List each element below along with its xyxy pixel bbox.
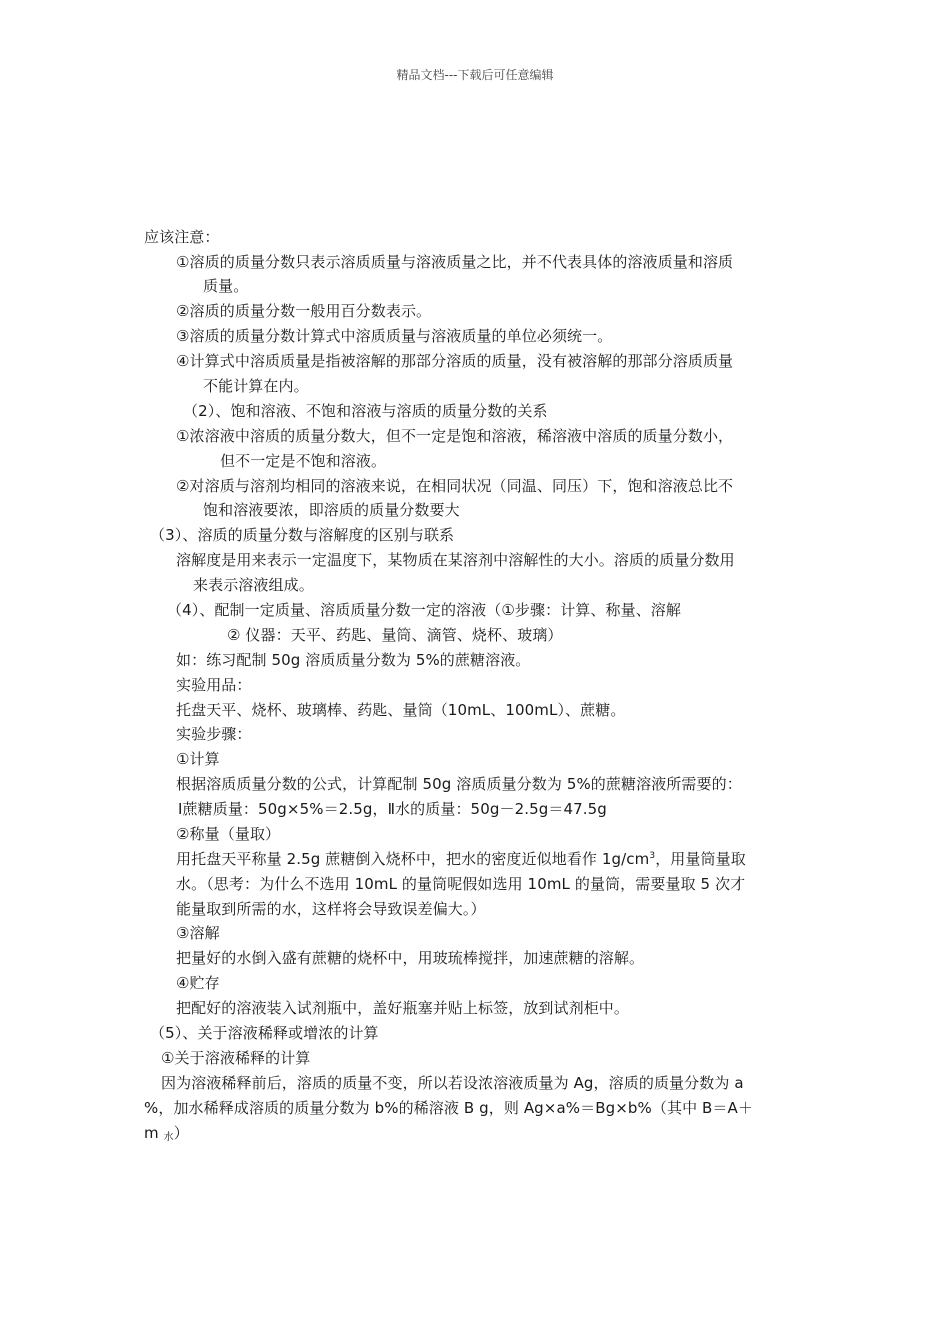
text-line: 实验用品： xyxy=(176,676,252,694)
text-line: 来表示溶液组成。 xyxy=(193,576,314,594)
text-span: ） xyxy=(173,1124,189,1142)
text-line: 实验步骤： xyxy=(176,725,252,743)
text-line: 把配好的溶液装入试剂瓶中，盖好瓶塞并贴上标签，放到试剂柜中。 xyxy=(176,999,630,1017)
text-line xyxy=(144,1123,189,1143)
text-line: ②对溶质与溶剂均相同的溶液来说，在相同状况（同温、同压）下，饱和溶液总比不 xyxy=(176,477,734,495)
text-line: ①关于溶液稀释的计算 xyxy=(161,1049,311,1067)
text-line: ③溶解 xyxy=(176,924,220,942)
page-header: 精品文档---下载后可任意编辑 xyxy=(396,68,554,82)
section-heading: （2）、饱和溶液、不饱和溶液与溶质的质量分数的关系 xyxy=(183,402,548,420)
text-line: 能量取到所需的水，这样将会导致误差偏大。） xyxy=(176,900,486,918)
text-line: ①浓溶液中溶质的质量分数大，但不一定是饱和溶液，稀溶液中溶质的质量分数小， xyxy=(176,427,734,445)
text-line: ①溶质的质量分数只表示溶质质量与溶液质量之比，并不代表具体的溶液质量和溶质 xyxy=(176,253,734,271)
text-line: 托盘天平、烧杯、玻璃棒、药匙、量筒（10mL、100mL）、蔗糖。 xyxy=(176,701,626,719)
text-span: ，用量筒量取 xyxy=(655,850,746,868)
text-line: 因为溶液稀释前后，溶质的质量不变，所以若设浓溶液质量为 Ag，溶质的质量分数为 a xyxy=(161,1074,744,1092)
text-line: %，加水稀释成溶质的质量分数为 b%的稀溶液 B g，则 Ag×a%＝Bg×b%（其中 B＝A＋ xyxy=(144,1099,753,1117)
text-line: 但不一定是不饱和溶液。 xyxy=(220,452,387,470)
text-line: ②称量（量取） xyxy=(176,825,281,843)
text-line: 不能计算在内。 xyxy=(203,377,309,395)
section-heading: （3）、溶质的质量分数与溶解度的区别与联系 xyxy=(150,526,455,544)
text-span: m xyxy=(144,1124,164,1142)
text-line: ② 仪器：天平、药匙、量筒、滴管、烧杯、玻璃） xyxy=(227,626,563,644)
text-line: ②溶质的质量分数一般用百分数表示。 xyxy=(176,302,432,320)
text-line: 饱和溶液要浓，即溶质的质量分数要大 xyxy=(203,501,460,519)
text-line: 根据溶质质量分数的公式，计算配制 50g 溶质质量分数为 5%的蔗糖溶液所需要的： xyxy=(176,775,742,793)
text-line xyxy=(176,849,746,869)
text-line: 溶解度是用来表示一定温度下，某物质在某溶剂中溶解性的大小。溶质的质量分数用 xyxy=(176,551,735,569)
section-heading: （4）、配制一定质量、溶质质量分数一定的溶液（①步骤：计算、称量、溶解 xyxy=(167,601,681,619)
text-line: 质量。 xyxy=(203,277,249,295)
text-line: ④计算式中溶质质量是指被溶解的那部分溶质的质量，没有被溶解的那部分溶质质量 xyxy=(176,352,734,370)
text-line: ④贮存 xyxy=(176,974,220,992)
section-heading: （5）、关于溶液稀释或增浓的计算 xyxy=(150,1024,379,1042)
text-line: ③溶质的质量分数计算式中溶质质量与溶液质量的单位必须统一。 xyxy=(176,327,613,345)
superscript: 3 xyxy=(649,851,656,861)
text-span: 用托盘天平称量 2.5g 蔗糖倒入烧杯中，把水的密度近似地看作 1g/cm xyxy=(176,850,650,868)
text-line: Ⅰ蔗糖质量：50g×5%＝2.5g，Ⅱ水的质量：50g－2.5g＝47.5g xyxy=(178,800,607,818)
subscript: 水 xyxy=(163,1132,174,1143)
text-line: 把量好的水倒入盛有蔗糖的烧杯中，用玻琉棒搅拌，加速蔗糖的溶解。 xyxy=(176,949,645,967)
text-line: 如：练习配制 50g 溶质质量分数为 5%的蔗糖溶液。 xyxy=(176,651,531,669)
text-line: ①计算 xyxy=(176,750,220,768)
text-line: 水。（思考：为什么不选用 10mL 的量筒呢假如选用 10mL 的量筒，需要量取 5 次才 xyxy=(176,875,746,893)
text-line: 应该注意： xyxy=(144,228,220,246)
